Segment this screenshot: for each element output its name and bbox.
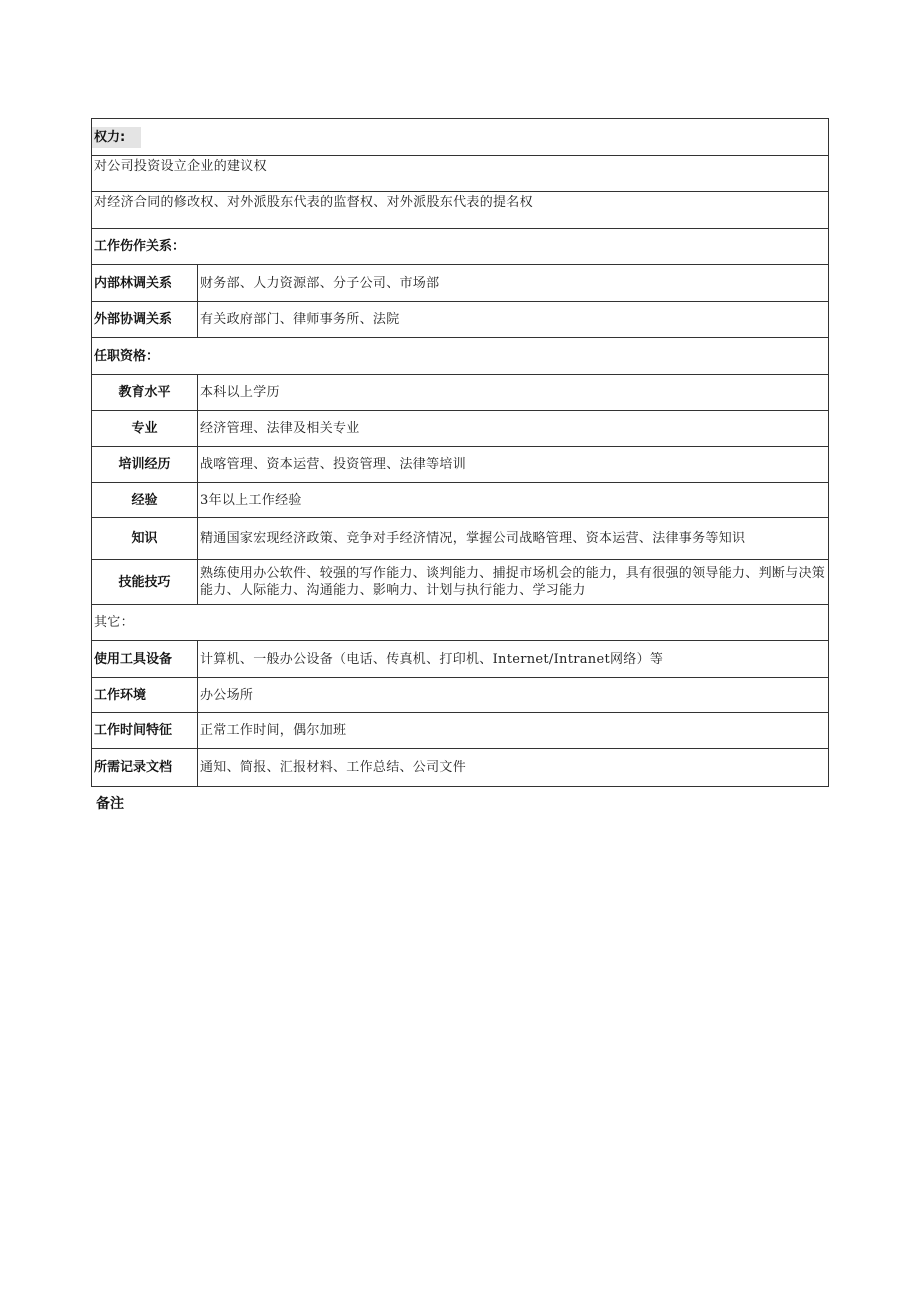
table-row bbox=[92, 713, 829, 749]
table-row bbox=[92, 641, 829, 678]
internal-coordination-label: 内部林调关系 bbox=[92, 265, 198, 302]
training-label: 培训经历 bbox=[92, 447, 198, 483]
major-value: 经济管理、法律及相关专业 bbox=[198, 411, 829, 447]
relations-title: 工作伤作关系： bbox=[92, 229, 829, 265]
authority-header-row bbox=[92, 119, 829, 156]
other-header-row bbox=[92, 605, 829, 641]
tools-value: 计算机、一般办公设备（电话、传真机、打印机、Internet/Intranet网络）等 bbox=[198, 641, 829, 678]
knowledge-label: 知识 bbox=[92, 518, 198, 560]
other-title: 其它： bbox=[92, 605, 829, 641]
table-row bbox=[92, 265, 829, 302]
external-coordination-value: 有关政府部门、律师事务所、法院 bbox=[198, 302, 829, 338]
environment-label: 工作环境 bbox=[92, 678, 198, 713]
relations-header-row bbox=[92, 229, 829, 265]
documents-label: 所需记录文档 bbox=[92, 749, 198, 787]
authority-item-row bbox=[92, 192, 829, 229]
note-label: 备注 bbox=[96, 796, 124, 812]
authority-item-1: 对公司投资设立企业的建议权 bbox=[92, 156, 829, 192]
table-row bbox=[92, 678, 829, 713]
experience-label: 经验 bbox=[92, 483, 198, 518]
education-value: 本科以上学历 bbox=[198, 375, 829, 411]
training-value: 战喀管理、资本运营、投资管理、法律等培训 bbox=[198, 447, 829, 483]
skills-value: 熟练使用办公软件、较强的写作能力、谈判能力、捕捉市场机会的能力，具有很强的领导能力、判断与决策能力、人际能力、沟通能力、影响力、计划与执行能力、学习能力 bbox=[198, 560, 829, 605]
documents-value: 通知、简报、汇报材料、工作总结、公司文件 bbox=[198, 749, 829, 787]
authority-item-row bbox=[92, 156, 829, 192]
table-row bbox=[92, 302, 829, 338]
table-row bbox=[92, 560, 829, 605]
table-row bbox=[92, 518, 829, 560]
tools-label: 使用工具设备 bbox=[92, 641, 198, 678]
external-coordination-label: 外部协调关系 bbox=[92, 302, 198, 338]
job-description-table bbox=[91, 118, 829, 787]
qualifications-header-row bbox=[92, 338, 829, 375]
internal-coordination-value: 财务部、人力资源部、分子公司、市场部 bbox=[198, 265, 829, 302]
major-label: 专业 bbox=[92, 411, 198, 447]
table-row bbox=[92, 483, 829, 518]
table-row bbox=[92, 375, 829, 411]
experience-value: 3年以上工作经验 bbox=[198, 483, 829, 518]
work-time-label: 工作时间特征 bbox=[92, 713, 198, 749]
table-row bbox=[92, 411, 829, 447]
qualifications-title: 任职资格： bbox=[92, 338, 829, 375]
authority-title: 权力: bbox=[92, 127, 141, 148]
table-row bbox=[92, 749, 829, 787]
knowledge-value: 精通国家宏现经济政策、竞争对手经济情况，掌握公司战略管理、资本运营、法律事务等知识 bbox=[198, 518, 829, 560]
work-time-value: 正常工作时间，偶尔加班 bbox=[198, 713, 829, 749]
table-row bbox=[92, 447, 829, 483]
skills-label: 技能技巧 bbox=[92, 560, 198, 605]
authority-item-2: 对经济合同的修改权、对外派股东代表的监督权、对外派股东代表的提名权 bbox=[92, 192, 829, 229]
environment-value: 办公场所 bbox=[198, 678, 829, 713]
education-label: 教育水平 bbox=[92, 375, 198, 411]
